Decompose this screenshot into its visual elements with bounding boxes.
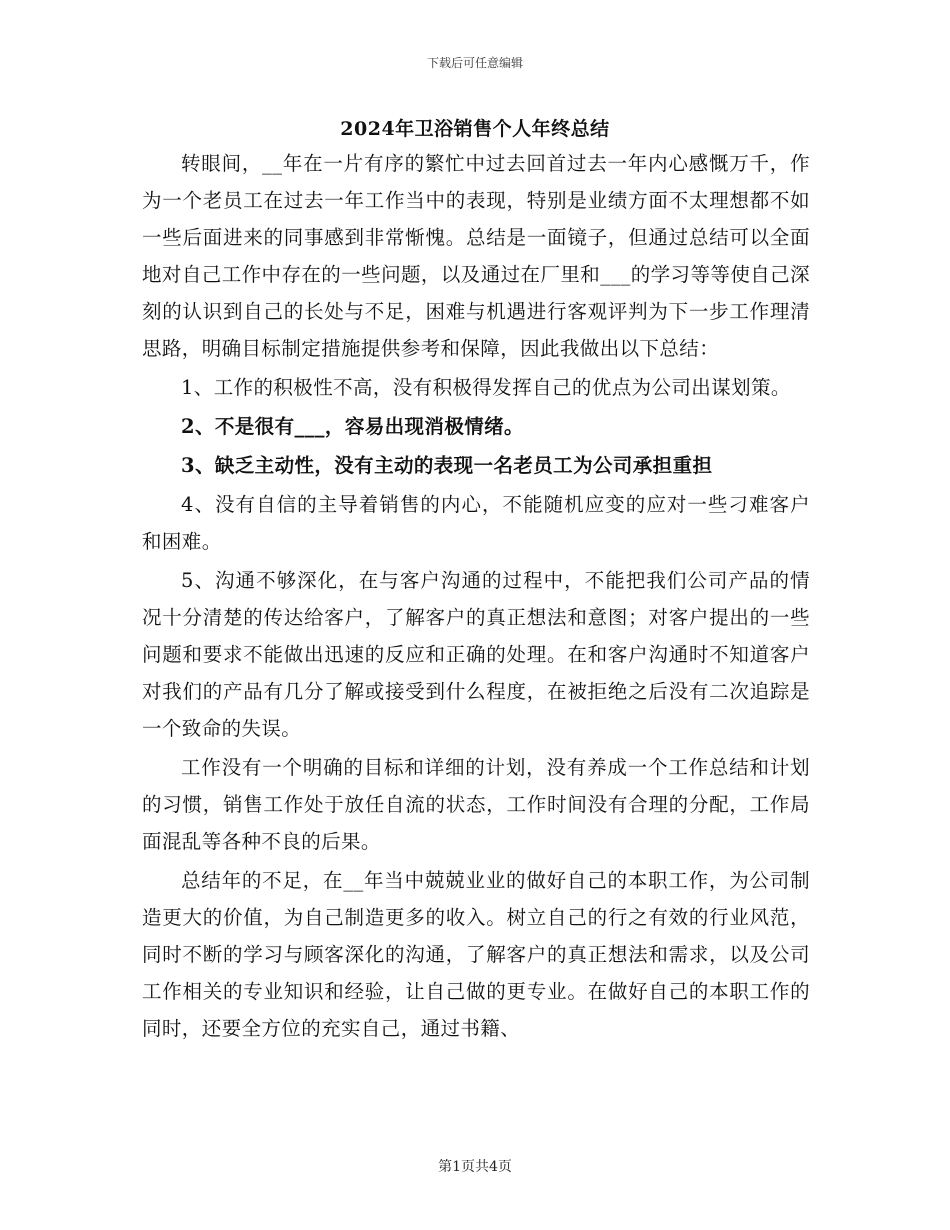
paragraph-item-2: 2、不是很有___，容易出现消极情绪。 bbox=[181, 415, 524, 438]
paragraph-summary: 总结年的不足，在__年当中兢兢业业的做好自己的本职工作，为公司制造更大的价值，为自己制造更多的收入。树立自己的行之有效的行业风范，同时不断的学习与顾客深化的沟通，了解客户的真正想法和需求，以及公司工作相关的专业知识和经验，让自己做的更专业。在做好自己的本职工作的同时，还要全方位的充实自己，通过书籍、 bbox=[142, 869, 810, 1040]
page-number: 第1页共4页 bbox=[438, 1159, 512, 1175]
document-body bbox=[142, 145, 810, 1049]
paragraph-item-4: 4、没有自信的主导着销售的内心，不能随机应变的应对一些刁难客户和困难。 bbox=[142, 493, 810, 553]
header-note: 下载后可任意编辑 bbox=[426, 56, 523, 70]
paragraph-item-1: 1、工作的积极性不高，没有积极得发挥自己的优点为公司出谋划策。 bbox=[181, 376, 791, 399]
document-title: 2024年卫浴销售个人年终总结 bbox=[340, 118, 610, 140]
paragraph-intro: 转眼间，__年在一片有序的繁忙中过去回首过去一年内心感慨万千，作为一个老员工在过去一年工作当中的表现，特别是业绩方面不太理想都不如一些后面进来的同事感到非常惭愧。总结是一面镜子，但通过总结可以全面地对自己工作中存在的一些问题，以及通过在厂里和___的学习等等使自己深刻的认识到自己的长处与不足，困难与机遇进行客观评判为下一步工作理清思路，明确目标制定措施提供参考和保障，因此我做出以下总结： bbox=[142, 152, 810, 360]
paragraph-item-5: 5、沟通不够深化，在与客户沟通的过程中，不能把我们公司产品的情况十分清楚的传达给客户，了解客户的真正想法和意图；对客户提出的一些问题和要求不能做出迅速的反应和正确的处理。在和客户沟通时不知道客户对我们的产品有几分了解或接受到什么程度，在被拒绝之后没有二次追踪是一个致命的失误。 bbox=[142, 569, 810, 740]
paragraph-plan: 工作没有一个明确的目标和详细的计划，没有养成一个工作总结和计划的习惯，销售工作处于放任自流的状态，工作时间没有合理的分配，工作局面混乱等各种不良的后果。 bbox=[142, 756, 810, 853]
paragraph-item-3: 3、缺乏主动性，没有主动的表现一名老员工为公司承担重担 bbox=[181, 454, 713, 477]
